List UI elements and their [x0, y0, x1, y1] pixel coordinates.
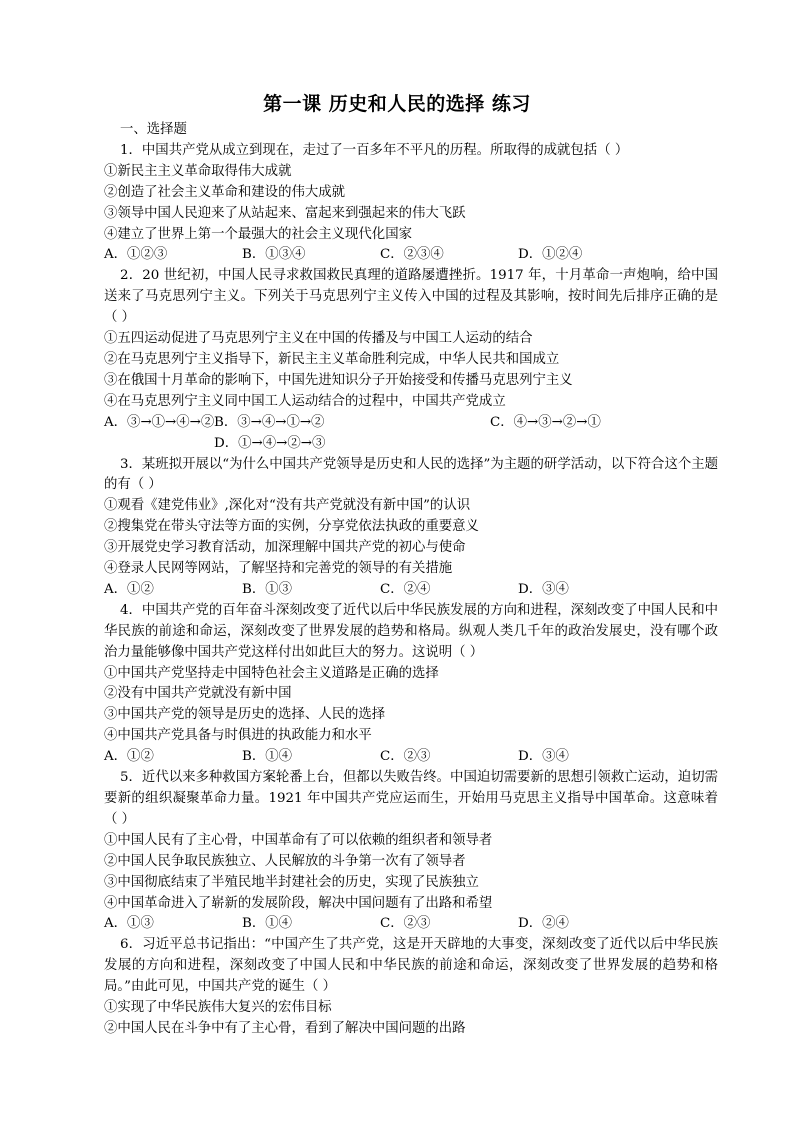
option-statement: ④中国革命进入了崭新的发展阶段，解决中国问题有了出路和希望	[104, 895, 493, 911]
choice-d: D．①→④→②→③	[214, 435, 326, 451]
option-statement: ③开展党史学习教育活动，加深理解中国共产党的初心与使命	[104, 540, 466, 556]
option-statement: ②在马克思列宁主义指导下，新民主主义革命胜利完成，中华人民共和国成立	[104, 351, 560, 367]
option-statement: ①新民主主义革命取得伟大成就	[104, 163, 292, 179]
answer-choices	[104, 245, 718, 266]
question-3	[104, 455, 718, 601]
choice-c: C．②③④	[380, 247, 444, 263]
choice-c: C．④→③→②→①	[490, 414, 601, 430]
page-title: 第一课 历史和人民的选择 练习	[263, 93, 531, 115]
answer-choices	[104, 747, 718, 768]
question-list	[104, 120, 718, 1040]
choice-d: D．③④	[518, 581, 569, 597]
option-statement: ③中国共产党的领导是历史的选择、人民的选择	[104, 707, 386, 723]
choice-c: C．②③	[380, 916, 431, 932]
question-1	[104, 141, 718, 266]
option-statement: ②没有中国共产党就没有新中国	[104, 686, 292, 702]
question-stem: 4．中国共产党的百年奋斗深刻改变了近代以后中华民族发展的方向和进程，深刻改变了中国人民和中华民族的前途和命运，深刻改变了世界发展的趋势和格局。纵观人类几千年的政治发展史，没有哪个政治力量能够像中国共产党这样付出如此巨大的努力。这说明（ ）	[104, 602, 718, 660]
option-statement: ③在俄国十月革命的影响下，中国先进知识分子开始接受和传播马克思列宁主义	[104, 372, 573, 388]
option-statement: ④登录人民网等网站，了解坚持和完善党的领导的有关措施	[104, 561, 453, 577]
answer-choices	[104, 413, 718, 455]
question-2	[104, 266, 718, 454]
option-statement: ①五四运动促进了马克思列宁主义在中国的传播及与中国工人运动的结合	[104, 331, 533, 347]
option-statement: ③领导中国人民迎来了从站起来、富起来到强起来的伟大飞跃	[104, 205, 466, 221]
option-statement: ④中国共产党具备与时俱进的执政能力和水平	[104, 728, 372, 744]
question-stem: 3．某班拟开展以“为什么中国共产党领导是历史和人民的选择”为主题的研学活动，以下符合这个主题的有（ ）	[104, 456, 719, 493]
choice-d: D．①②④	[518, 247, 583, 263]
answer-choices	[104, 914, 718, 935]
option-statement: ①实现了中华民族伟大复兴的宏伟目标	[104, 1000, 332, 1016]
option-statement: ②搜集党在带头守法等方面的实例，分享党依法执政的重要意义	[104, 519, 479, 535]
choice-d: D．③④	[518, 749, 569, 765]
choice-a: A．①②③	[104, 247, 168, 263]
choice-c: C．②④	[380, 581, 431, 597]
option-statement: ②中国人民在斗争中有了主心骨，看到了解决中国问题的出路	[104, 1020, 466, 1036]
option-statement: ①中国共产党坚持走中国特色社会主义道路是正确的选择	[104, 665, 439, 681]
option-statement: ①观看《建党伟业》,深化对“没有共产党就没有新中国”的认识	[104, 498, 471, 514]
option-statement: ①中国人民有了主心骨，中国革命有了可以依赖的组织者和领导者	[104, 832, 493, 848]
option-statement: ③中国彻底结束了半殖民地半封建社会的历史，实现了民族独立	[104, 874, 479, 890]
choice-b: B．③→④→①→②	[214, 414, 325, 430]
choice-a: A．③→①→④→②	[104, 414, 215, 430]
question-stem: 1．中国共产党从成立到现在，走过了一百多年不平凡的历程。所取得的成就包括（ ）	[120, 142, 629, 158]
question-4	[104, 601, 718, 768]
question-stem: 2．20 世纪初，中国人民寻求救国救民真理的道路屡遭挫折。1917 年，十月革命一声炮响，给中国送来了马克思列宁主义。下列关于马克思列宁主义传入中国的过程及其影响，按时间先后排序正确的是（ ）	[104, 268, 718, 326]
choice-a: A．①②	[104, 749, 154, 765]
choice-b: B．①③	[242, 581, 293, 597]
option-statement: ②创造了社会主义革命和建设的伟大成就	[104, 184, 346, 200]
question-stem: 6．习近平总书记指出：“中国产生了共产党，这是开天辟地的大事变，深刻改变了近代以后中华民族发展的方向和进程，深刻改变了中国人民和中华民族的前途和命运，深刻改变了世界发展的趋势和格局。”由此可见，中国共产党的诞生（ ）	[104, 937, 718, 995]
option-statement: ④建立了世界上第一个最强大的社会主义现代化国家	[104, 226, 412, 242]
choice-a: A．①③	[104, 916, 154, 932]
choice-d: D．②④	[518, 916, 569, 932]
choice-b: B．①③④	[242, 247, 306, 263]
question-5	[104, 768, 718, 935]
option-statement: ④在马克思列宁主义同中国工人运动结合的过程中，中国共产党成立	[104, 393, 506, 409]
answer-choices	[104, 580, 718, 601]
question-6	[104, 935, 718, 1040]
option-statement: ②中国人民争取民族独立、人民解放的斗争第一次有了领导者	[104, 853, 466, 869]
section-heading: 一、选择题	[120, 122, 187, 137]
choice-b: B．①④	[242, 749, 293, 765]
choice-a: A．①②	[104, 581, 154, 597]
choice-c: C．②③	[380, 749, 431, 765]
choice-b: B．①④	[242, 916, 293, 932]
question-stem: 5．近代以来多种救国方案轮番上台，但都以失败告终。中国迫切需要新的思想引领救亡运动，迫切需要新的组织凝聚革命力量。1921 年中国共产党应运而生，开始用马克思主义指导中国革命。这意味着（ ）	[104, 770, 718, 827]
